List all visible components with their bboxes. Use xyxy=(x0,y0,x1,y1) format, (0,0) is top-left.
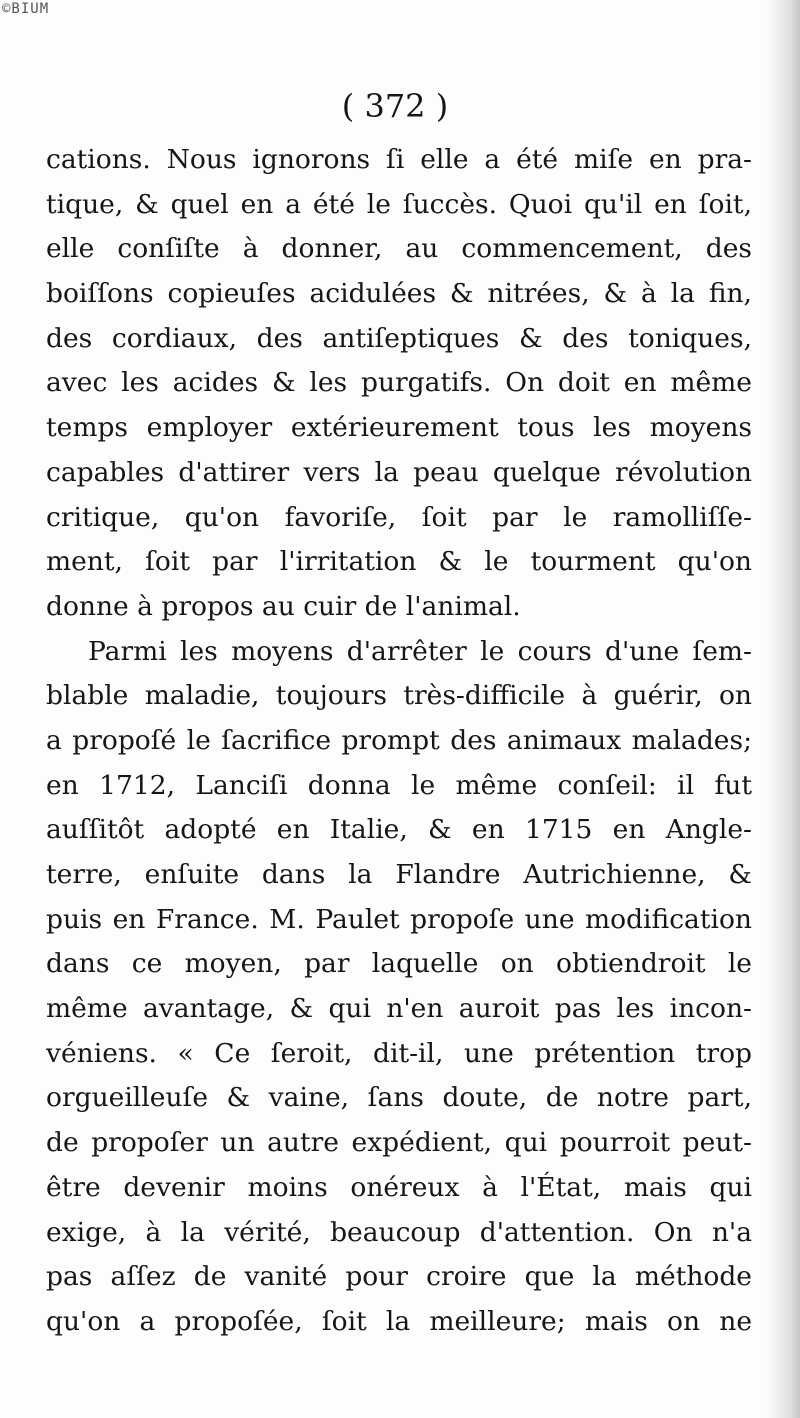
text-line: critique, qu'on favoriſe, ſoit par le ramolliſſe- xyxy=(46,501,752,533)
text-line: tique, & quel en a été le ſuccès. Quoi qu'il en ſoit, xyxy=(46,188,752,220)
text-line: ment, ſoit par l'irritation & le tourment qu'on xyxy=(46,546,752,578)
text-line: véniens. « Ce ſeroit, dit-il, une prétention trop xyxy=(46,1037,752,1069)
text-line: de propoſer un autre expédient, qui pourroit peut- xyxy=(46,1127,752,1159)
text-line: capables d'attirer vers la peau quelque révolution xyxy=(46,456,752,488)
library-watermark: ©BIUM xyxy=(2,1,50,17)
text-line: avec les acides & les purgatifs. On doit en même xyxy=(46,367,752,399)
page-gutter-shadow xyxy=(766,0,800,1418)
text-line: puis en France. M. Paulet propoſe une modification xyxy=(46,903,752,935)
text-line: elle conſiſte à donner, au commencement, des xyxy=(46,233,752,265)
text-line: orgueilleuſe & vaine, ſans doute, de notre part, xyxy=(46,1082,752,1114)
text-line: en 1712, Lanciſi donna le même conſeil: il fut xyxy=(46,769,752,801)
text-line: même avantage, & qui n'en auroit pas les incon- xyxy=(46,993,752,1025)
page-number: ( 372 ) xyxy=(341,87,449,125)
text-line: être devenir moins onéreux à l'État, mais qui xyxy=(46,1171,752,1203)
text-line: auſſitôt adopté en Italie, & en 1715 en Angle- xyxy=(46,814,752,846)
text-line: blable maladie, toujours très-difficile à guérir, on xyxy=(46,680,752,712)
text-line: terre, enſuite dans la Flandre Autrichienne, & xyxy=(46,859,752,890)
text-line: Parmi les moyens d'arrêter le cours d'une ſem- xyxy=(88,635,752,667)
body-text xyxy=(46,138,752,1345)
text-line: dans ce moyen, par laquelle on obtiendroit le xyxy=(46,948,752,980)
text-line: qu'on a propoſée, ſoit la meilleure; mais on ne xyxy=(46,1305,752,1337)
text-line: pas aſſez de vanité pour croire que la méthode xyxy=(46,1261,752,1293)
text-line: a propoſé le ſacrifice prompt des animaux malades; xyxy=(46,724,752,756)
text-line: exige, à la vérité, beaucoup d'attention. On n'a xyxy=(46,1216,752,1248)
text-line: donne à propos au cuir de l'animal. xyxy=(46,590,521,622)
text-line: des cordiaux, des antiſeptiques & des toniques, xyxy=(46,322,752,354)
text-line: cations. Nous ignorons ſi elle a été miſe en pra- xyxy=(46,144,752,175)
text-line: boiſſons copieuſes acidulées & nitrées, & à la fin, xyxy=(46,278,752,310)
text-line: temps employer extérieurement tous les moyens xyxy=(46,412,752,444)
